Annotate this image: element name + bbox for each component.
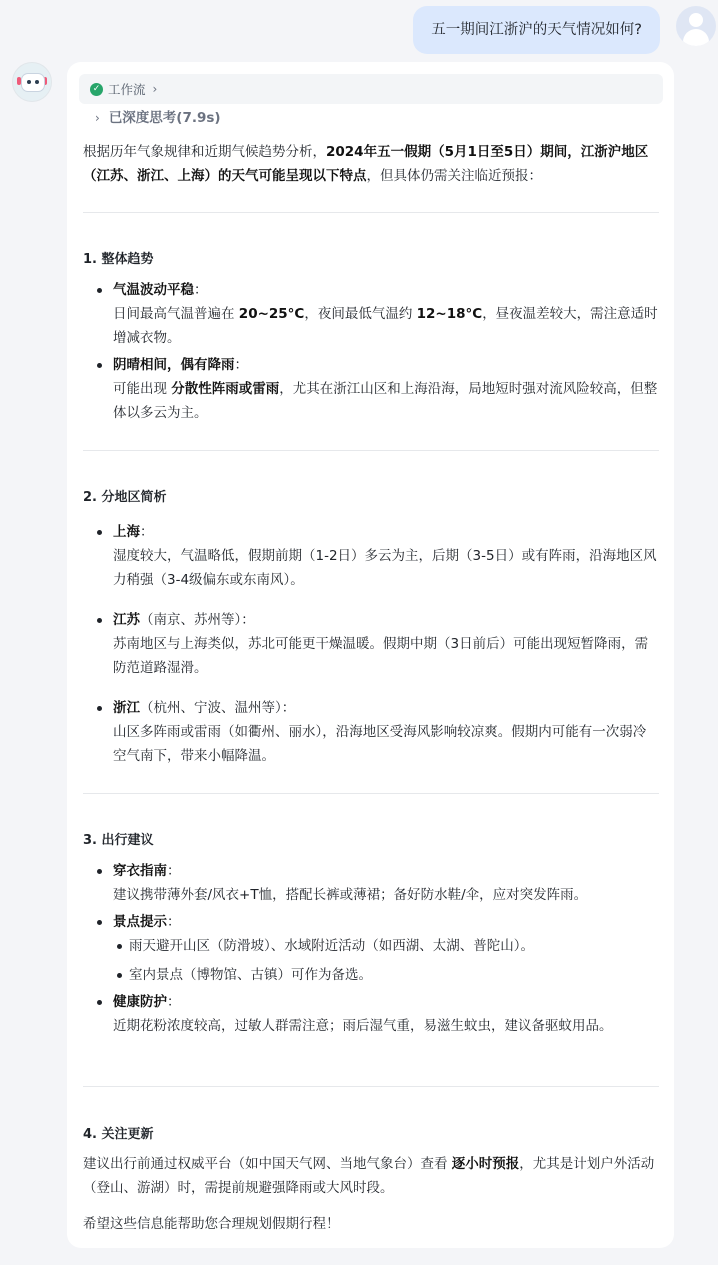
item-text: 近期花粉浓度较高，过敏人群需注意；雨后湿气重，易滋生蚊虫，建议备驱蚊用品。 xyxy=(113,1018,613,1034)
list-item xyxy=(113,910,659,934)
list-item xyxy=(113,990,659,1038)
intro-text-post: ，但具体仍需关注临近预报： xyxy=(366,168,542,184)
list-item xyxy=(113,859,659,907)
region-suffix: （南京、苏州等）： xyxy=(140,612,255,628)
sub-list-item: 雨天避开山区（防滑坡）、水域附近活动（如西湖、太湖、普陀山）。 xyxy=(129,934,659,958)
workflow-bar[interactable] xyxy=(79,74,663,104)
updates-text-post: ，尤其是计划户外活动（登山、游湖）时，需提前规避强降雨或大风时段。 xyxy=(83,1156,655,1196)
updates-text-bold: 逐小时预报 xyxy=(451,1156,520,1172)
list-item xyxy=(113,696,659,768)
item-label: 阴晴相间，偶有降雨 xyxy=(113,357,235,373)
region-text: 苏南地区与上海类似，苏北可能更干燥温暖。假期中期（3日前后）可能出现短暂降雨，需防范道路湿滑。 xyxy=(113,636,649,676)
user-avatar-head xyxy=(689,13,703,27)
item-text: 建议携带薄外套/风衣+T恤，搭配长裤或薄裙；备好防水鞋/伞，应对突发阵雨。 xyxy=(113,887,588,903)
closing-paragraph: 希望这些信息能帮助您合理规划假期行程！ xyxy=(83,1216,340,1232)
section-heading-travel: 3. 出行建议 xyxy=(83,833,154,848)
section-heading-trend: 1. 整体趋势 xyxy=(83,252,154,267)
chevron-right-icon: › xyxy=(152,82,158,96)
user-message-bubble: 五一期间江浙沪的天气情况如何? xyxy=(413,6,660,54)
list-item xyxy=(113,608,659,680)
section-heading-updates: 4. 关注更新 xyxy=(83,1127,154,1142)
list-item xyxy=(113,278,659,350)
bot-avatar-icon xyxy=(12,62,52,102)
list-item xyxy=(113,520,659,592)
divider xyxy=(83,793,659,794)
section-heading-regions: 2. 分地区简析 xyxy=(83,490,167,505)
thinking-toggle[interactable] xyxy=(95,106,221,126)
item-text: ，夜间最低气温约 xyxy=(304,306,417,322)
region-label: 上海 xyxy=(113,524,140,540)
bot-eye-left xyxy=(27,80,31,84)
divider xyxy=(83,1086,659,1087)
updates-paragraph xyxy=(83,1152,659,1200)
item-colon: ： xyxy=(194,282,208,298)
list-item xyxy=(113,353,659,425)
item-bold: 12~18°C xyxy=(416,306,483,322)
item-text: 可能出现 xyxy=(113,381,172,397)
item-label: 穿衣指南 xyxy=(113,863,167,879)
item-bold: 20~25°C xyxy=(238,306,305,322)
item-label: 健康防护 xyxy=(113,994,167,1010)
intro-text-bold: 2024年五一假期（5月1日至5日）期间，江浙沪地区（江苏、浙江、上海）的天气可能呈现以下特点 xyxy=(83,144,649,184)
updates-text-pre: 建议出行前通过权威平台（如中国天气网、当地气象台）查看 xyxy=(83,1156,452,1172)
user-avatar[interactable] xyxy=(676,6,716,46)
item-label: 景点提示 xyxy=(113,914,167,930)
user-message-row xyxy=(0,6,718,56)
intro-paragraph xyxy=(83,140,659,188)
region-suffix: ： xyxy=(140,524,154,540)
item-colon: ： xyxy=(167,863,181,879)
item-colon: ： xyxy=(167,994,181,1010)
check-icon: ✓ xyxy=(90,83,103,96)
bot-eye-right xyxy=(35,80,39,84)
divider xyxy=(83,212,659,213)
sub-list-item: 室内景点（博物馆、古镇）可作为备选。 xyxy=(129,963,659,987)
item-label: 气温波动平稳 xyxy=(113,282,194,298)
region-suffix: （杭州、宁波、温州等）： xyxy=(140,700,296,716)
bot-face xyxy=(21,73,45,92)
item-text: 日间最高气温普遍在 xyxy=(113,306,239,322)
region-text: 山区多阵雨或雷雨（如衢州、丽水），沿海地区受海风影响较凉爽。假期内可能有一次弱冷空气南下，带来小幅降温。 xyxy=(113,724,647,764)
region-text: 湿度较大，气温略低，假期前期（1-2日）多云为主，后期（3-5日）或有阵雨，沿海地区风力稍强（3-4级偏东或东南风）。 xyxy=(113,548,657,588)
assistant-response-card xyxy=(67,62,674,1248)
item-colon: ： xyxy=(167,914,181,930)
item-bold: 分散性阵雨或雷雨 xyxy=(171,381,280,397)
region-label: 浙江 xyxy=(113,700,140,716)
workflow-label: 工作流 xyxy=(108,82,146,97)
user-avatar-body xyxy=(683,29,709,46)
item-text: ，尤其在浙江山区和上海沿海，局地短时强对流风险较高，但整体以多云为主。 xyxy=(113,381,658,421)
item-colon: ： xyxy=(234,357,248,373)
region-label: 江苏 xyxy=(113,612,140,628)
divider xyxy=(83,450,659,451)
chevron-right-icon: › xyxy=(95,111,100,125)
intro-text-pre: 根据历年气象规律和近期气候趋势分析， xyxy=(83,144,326,160)
thinking-label: 已深度思考(7.9s) xyxy=(108,110,221,126)
item-text: ，昼夜温差较大，需注意适时增减衣物。 xyxy=(113,306,658,346)
